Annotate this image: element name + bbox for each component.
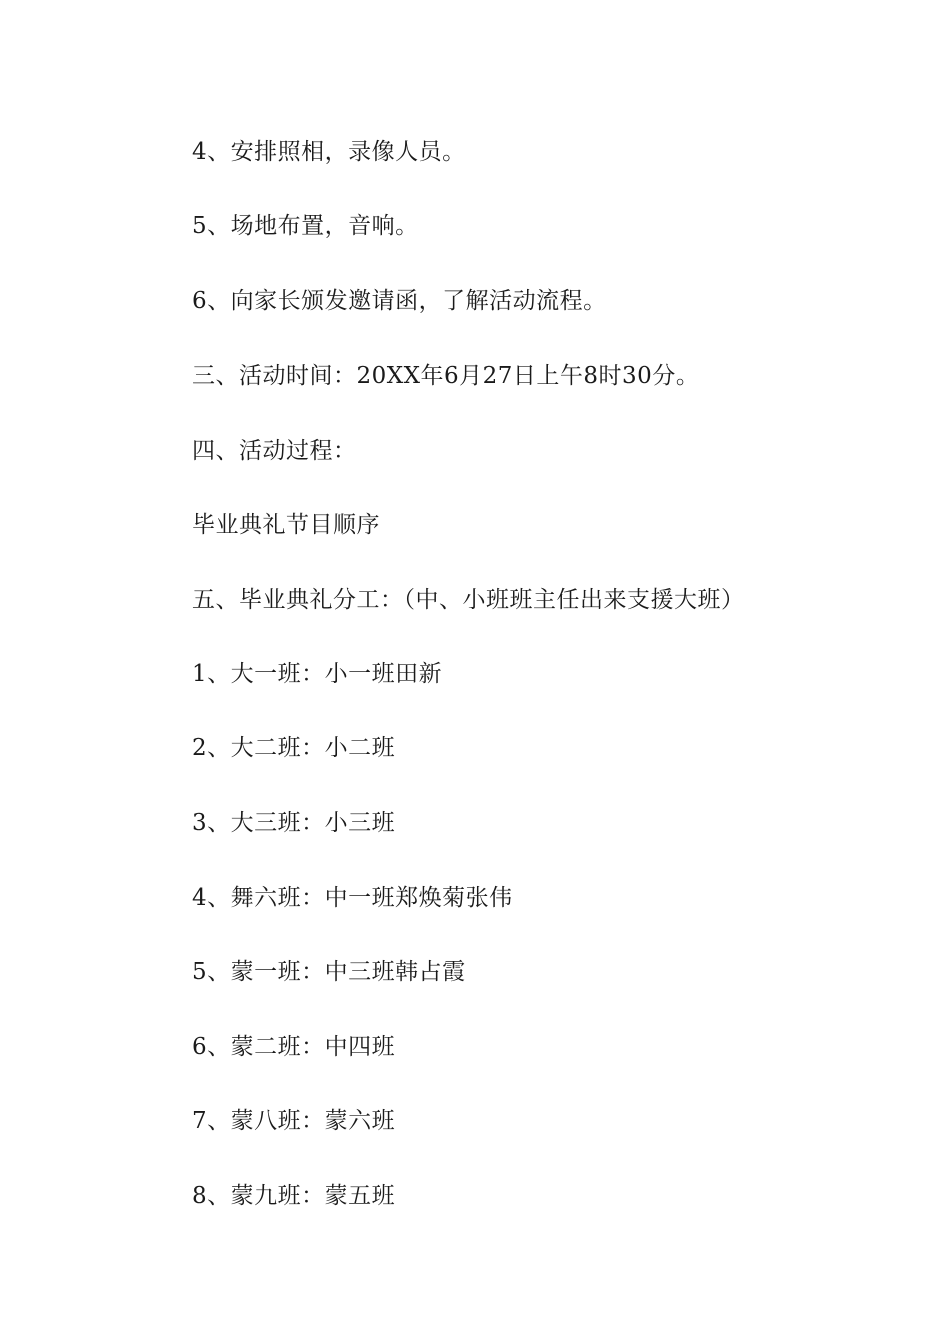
- assignment-item: 3、大三班：小三班: [192, 810, 396, 836]
- section-activity-process: 四、活动过程：: [192, 438, 357, 464]
- task-item-photography: 4、安排照相，录像人员。: [192, 139, 466, 165]
- assignment-item: 2、大二班：小二班: [192, 735, 396, 761]
- assignment-item: 4、舞六班：中一班郑焕菊张伟: [192, 885, 513, 911]
- section-activity-time: 三、活动时间：20XX年6月27日上午8时30分。: [192, 363, 700, 389]
- section-division-of-labor: 五、毕业典礼分工：（中、小班班主任出来支援大班）: [192, 587, 745, 613]
- program-order-heading: 毕业典礼节目顺序: [192, 512, 380, 538]
- assignment-item: 8、蒙九班：蒙五班: [192, 1183, 396, 1209]
- task-item-venue-sound: 5、场地布置，音响。: [192, 213, 419, 239]
- task-item-invitations: 6、向家长颁发邀请函，了解活动流程。: [192, 288, 607, 314]
- assignment-item: 7、蒙八班：蒙六班: [192, 1108, 396, 1134]
- assignment-item: 6、蒙二班：中四班: [192, 1034, 396, 1060]
- assignment-item: 5、蒙一班：中三班韩占霞: [192, 959, 466, 985]
- assignment-item: 1、大一班：小一班田新: [192, 661, 443, 687]
